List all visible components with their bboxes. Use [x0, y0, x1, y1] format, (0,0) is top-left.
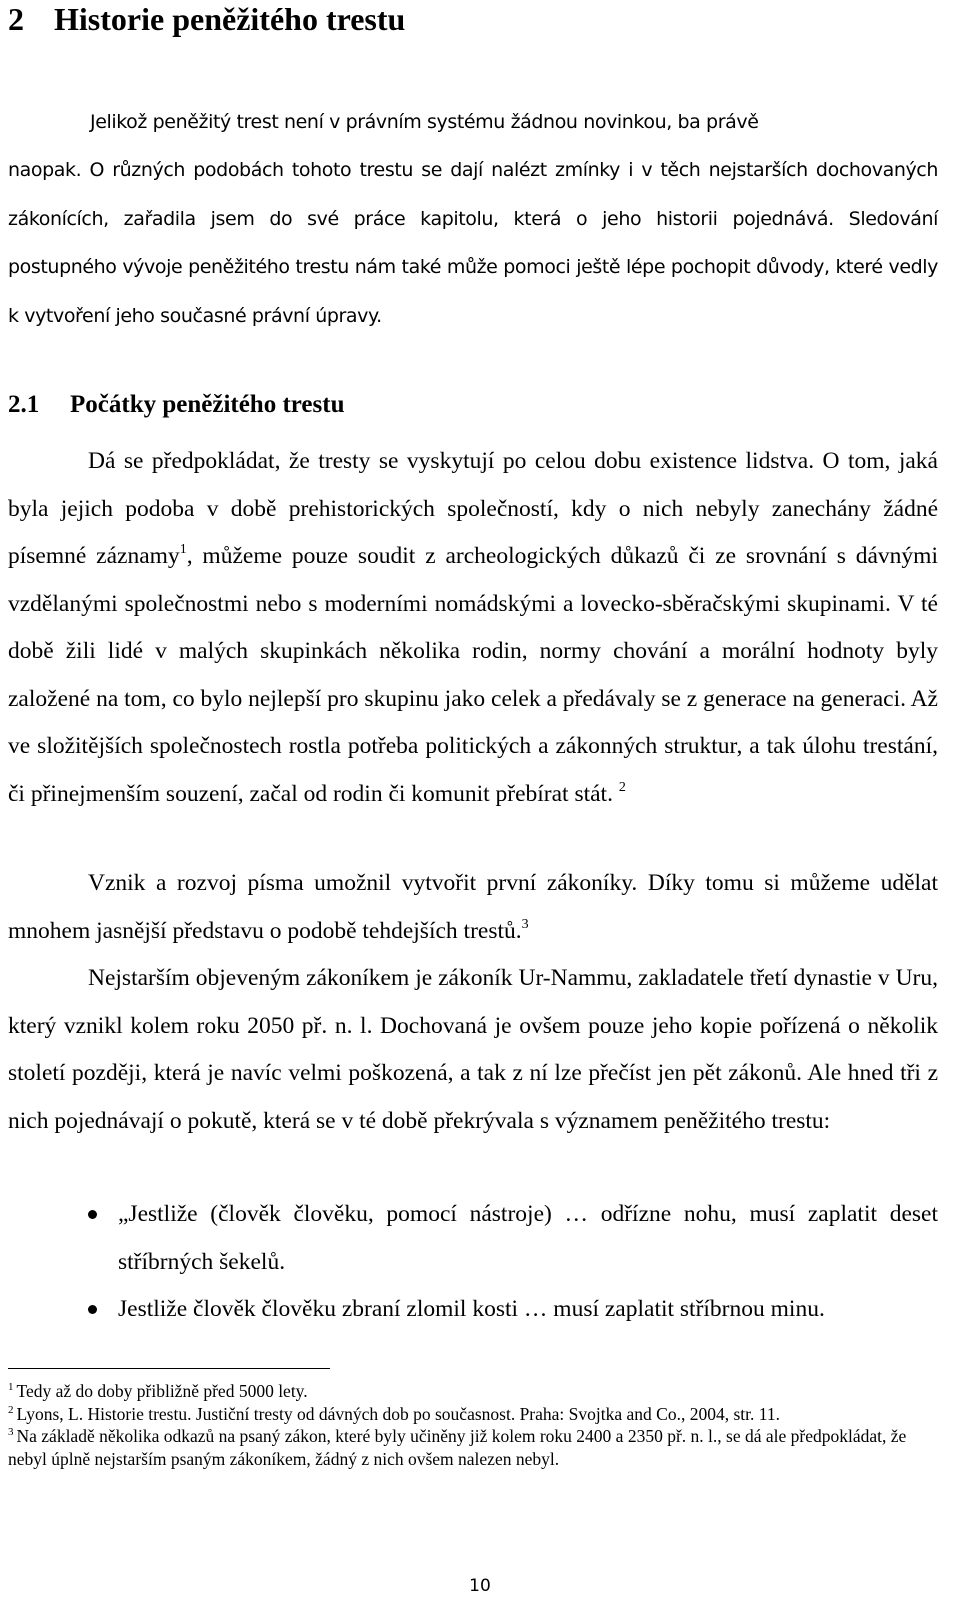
footnotes: [8, 1380, 938, 1470]
paragraph-ur-nammu: [8, 955, 938, 1145]
paragraph-prehistory-part2: , můžeme pouze soudit z archeologických důkazů či ze srovnání s dávnými vzdělanými společnostmi nebo s moderními nomádskými a lovecko-sběračskými skupinami. V té době žili lidé v malých skupinkách několika rodin, normy chování a morální hodnoty byly založené na tom, co bylo nejlepší pro skupinu jako celek a předávaly se z generace na generaci. Až ve složitějších společnostech rostla potřeba politických a zákonných struktur, a tak úlohu trestání, či přinejmenším souzení, začal od rodin či komunit přebírat stát.: [8, 543, 938, 807]
intro-rest: naopak. O různých podobách tohoto trestu se dají nalézt zmínky i v těch nejstarších dochovaných zákonících, zařadila jsem do své práce kapitolu, která o jeho historii pojednává. Sledování postupného vývoje peněžitého trestu nám také může pomoci ještě lépe pochopit důvody, které vedly k vytvoření jeho současné právní úpravy.: [8, 159, 938, 327]
paragraph-prehistory-part1: Dá se předpokládat, že tresty se vyskytují po celou dobu existence lidstva. O tom, jaká byla jejich podoba v době prehistorických společností, kdy o nich nebyly zanechány žádné písemné záznamy: [8, 448, 938, 569]
footnote-mark: 2: [8, 1403, 14, 1416]
list-item-text: Jestliže člověk člověku zbraní zlomil kosti … musí zaplatit stříbrnou minu.: [118, 1296, 825, 1322]
page-number: 10: [469, 1576, 491, 1596]
intro-paragraph: [8, 98, 938, 340]
section-heading: [8, 389, 938, 421]
paragraph-prehistory: [8, 438, 938, 818]
footnote-ref-2[interactable]: 2: [618, 779, 626, 795]
paragraph-writing-text: Vznik a rozvoj písma umožnil vytvořit první zákoníky. Díky tomu si můžeme udělat mnohem jasnější představu o podobě tehdejších trestů.: [8, 870, 938, 944]
paragraph-ur-nammu-text: Nejstarším objeveným zákoníkem je zákoník Ur-Nammu, zakladatele třetí dynastie v Uru, který vznikl kolem roku 2050 př. n. l. Dochovaná je ovšem pouze jeho kopie pořízená o několik století později, která je navíc velmi poškozená, a tak z ní lze přečíst jen pět zákonů. Ale hned tři z nich pojednávají o pokutě, která se v té době překrývala s významem peněžitého trestu:: [8, 965, 938, 1134]
footnote-ref-1[interactable]: 1: [179, 542, 187, 557]
section-title: Počátky peněžitého trestu: [70, 391, 345, 418]
intro-first-line: Jelikož peněžitý trest není v právním systému žádnou novinkou, ba právě: [90, 111, 759, 133]
footnote-3: [8, 1425, 938, 1470]
list-item: [8, 1286, 938, 1334]
footnote-ref-3[interactable]: 3: [521, 916, 529, 932]
list-item-text: „Jestliže (člověk člověku, pomocí nástroje) … odřízne nohu, musí zaplatit deset stříbrných šekelů.: [118, 1201, 938, 1275]
section-number: 2.1: [8, 391, 40, 418]
footnote-text: Lyons, L. Historie trestu. Justiční tresty od dávných dob po současnost. Praha: Svojtka and Co., 2004, str. 11.: [16, 1403, 780, 1424]
law-quote-list: [8, 1191, 938, 1334]
footnote-mark: 3: [8, 1426, 14, 1438]
bullet-icon: [88, 1210, 97, 1219]
footnote-separator: [8, 1368, 330, 1369]
chapter-heading: [8, 0, 938, 38]
footnote-text: Na základě několika odkazů na psaný zákon, které byly učiněny již kolem roku 2400 a 2350 př. n. l., se dá ale předpokládat, že nebyl úplně nejstarším psaným zákoníkem, žádný z nich ovšem nalezen nebyl.: [8, 1426, 907, 1469]
bullet-icon: [88, 1305, 97, 1314]
chapter-title: Historie peněžitého trestu: [54, 1, 406, 37]
footnote-1: [8, 1380, 938, 1403]
footnote-2: [8, 1403, 938, 1426]
paragraph-writing: [8, 860, 938, 955]
footnote-mark: 1: [8, 1381, 14, 1393]
footnote-text: Tedy až do doby přibližně před 5000 lety.: [16, 1381, 308, 1401]
list-item: [8, 1191, 938, 1286]
chapter-number: 2: [8, 1, 24, 37]
